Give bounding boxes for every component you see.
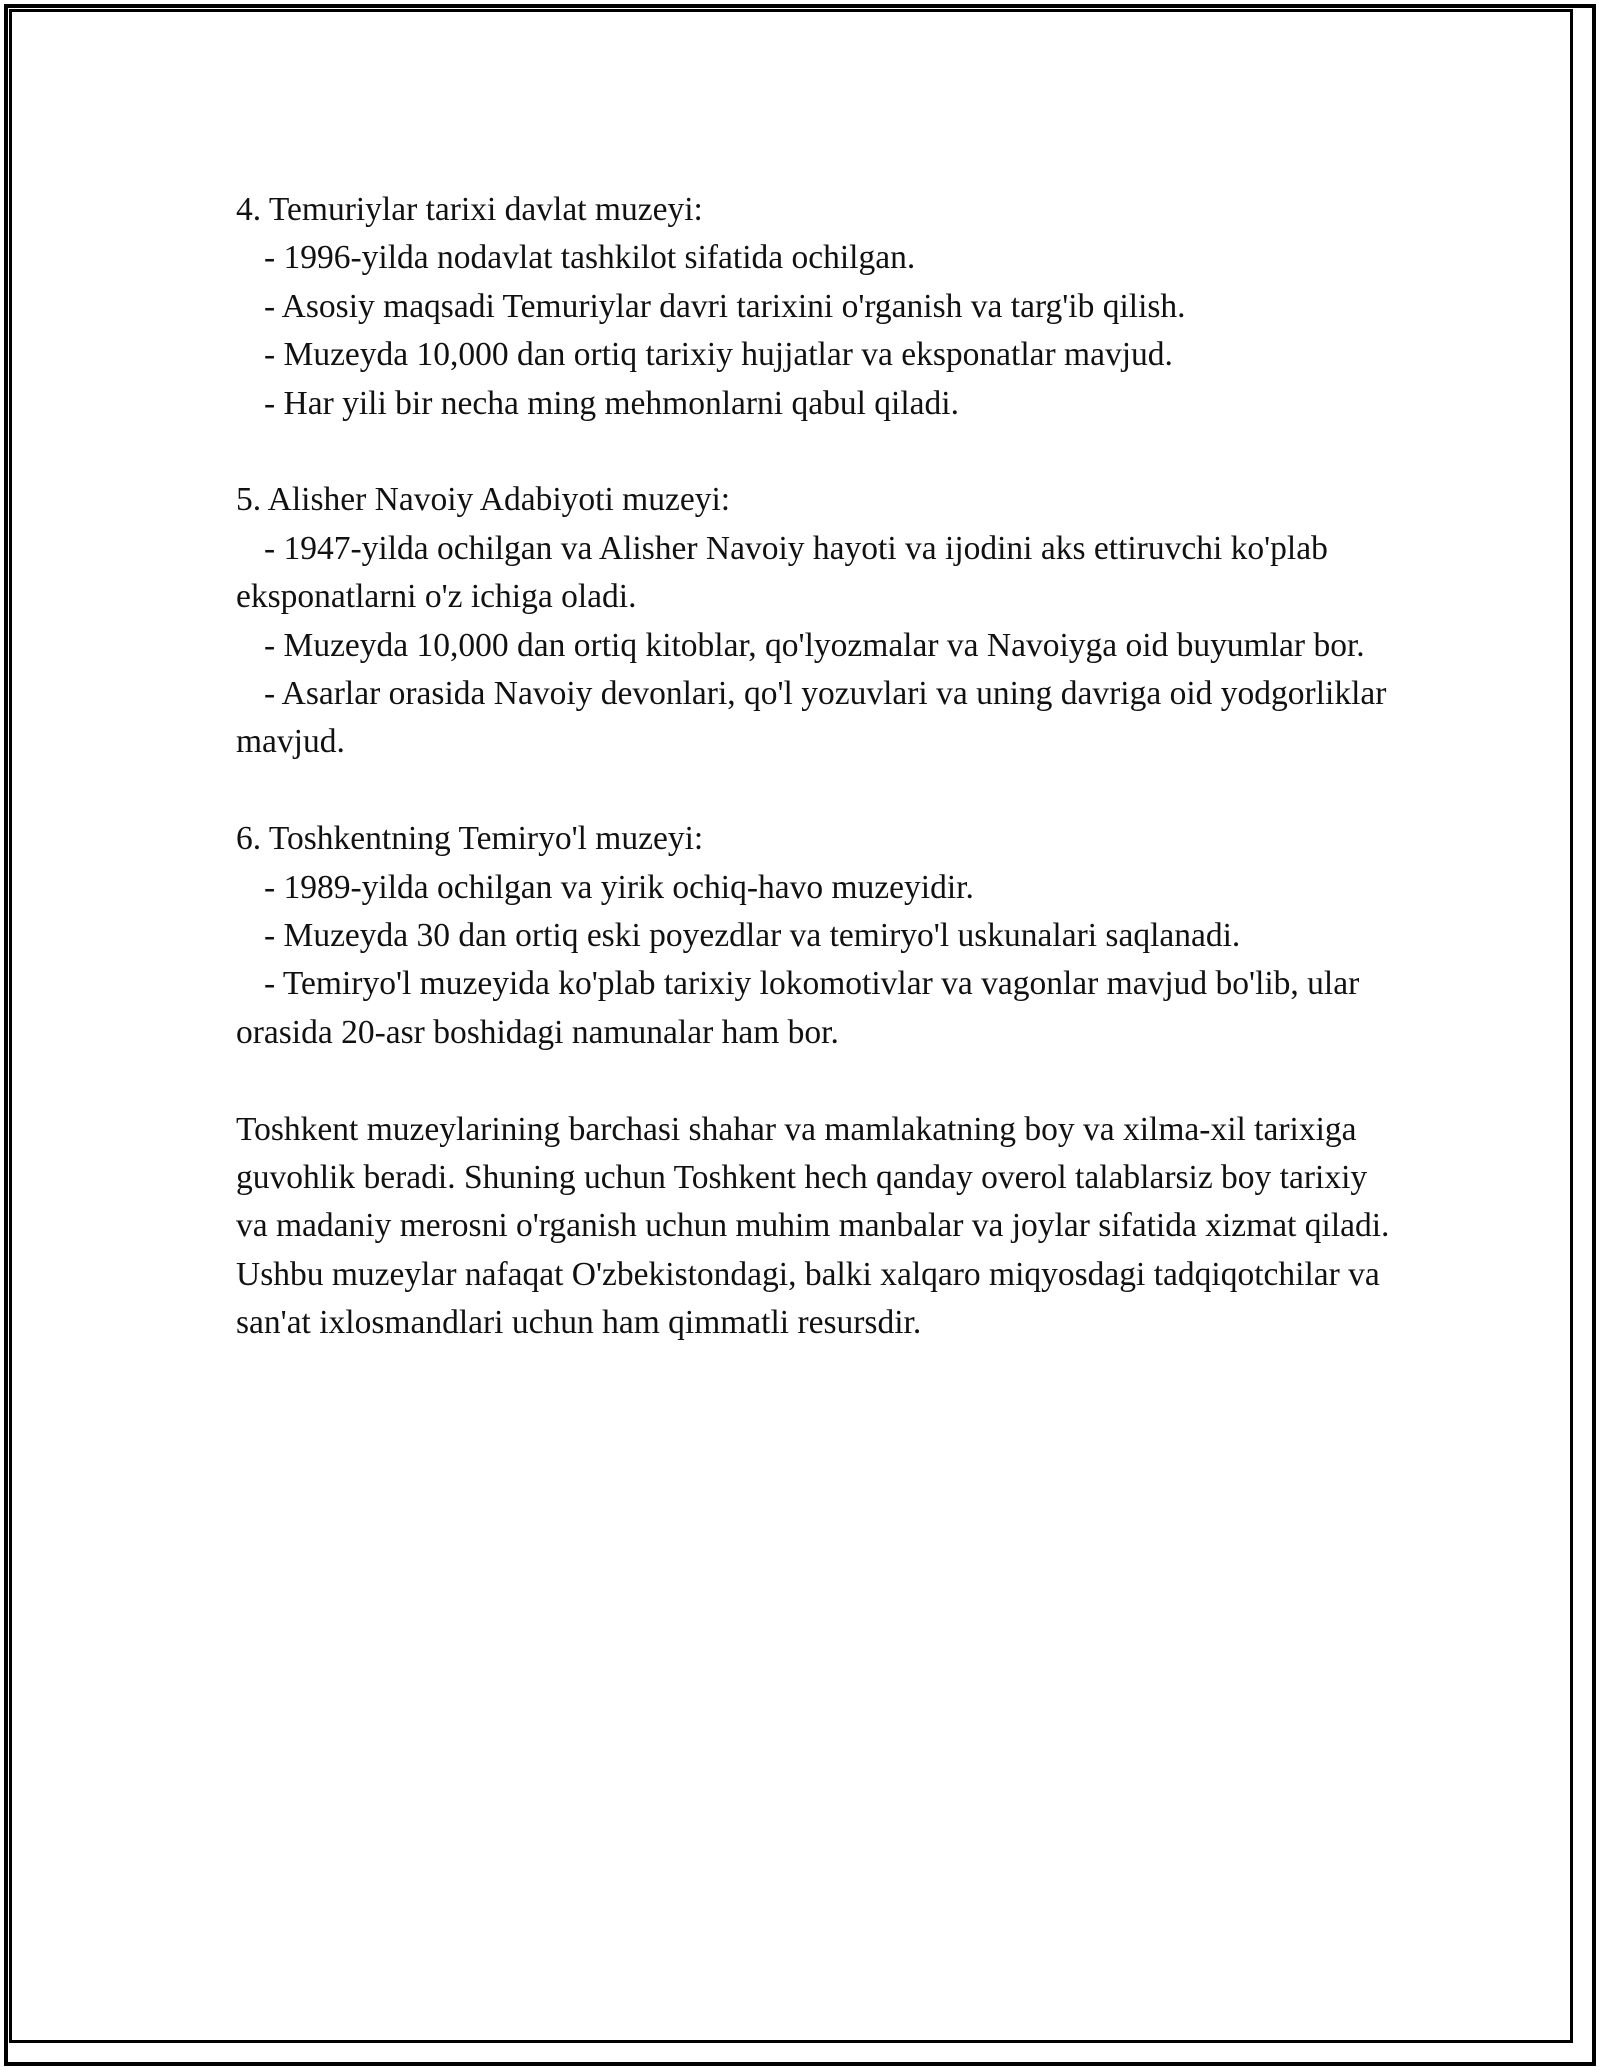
bullet-item — [236, 622, 1396, 670]
bullet-text: - Temiryo'l muzeyida ko'plab tarixiy lokomotivlar va vagonlar mavjud bo'lib, ular orasida 20-asr boshidagi namunalar ham bor. — [236, 965, 1368, 1051]
bullet-text: - 1947-yilda ochilgan va Alisher Navoiy hayoti va ijodini aks ettiruvchi ko'plab eksponatlarni o'z ichiga oladi. — [236, 529, 1337, 616]
museum-section-6 — [236, 815, 1396, 1057]
museum-section-5 — [236, 476, 1396, 766]
bullet-text: - Asarlar orasida Navoiy devonlari, qo'l yozuvlari va uning davriga oid yodgorliklar mavjud. — [236, 675, 1395, 761]
bullet-item — [236, 283, 1396, 331]
bullet-item — [236, 960, 1396, 1057]
section-heading: 6. Toshkentning Temiryo'l muzeyi: — [236, 820, 704, 858]
bullet-text: - Muzeyda 10,000 dan ortiq tarixiy hujjatlar va eksponatlar mavjud. — [264, 336, 1173, 374]
bullet-text: - Muzeyda 10,000 dan ortiq kitoblar, qo'lyozmalar va Navoiyga oid buyumlar bor. — [264, 626, 1365, 664]
bullet-item — [236, 912, 1396, 960]
bullet-text: - 1996-yilda nodavlat tashkilot sifatida ochilgan. — [264, 239, 916, 277]
bullet-item — [236, 380, 1396, 428]
bullet-text: - 1989-yilda ochilgan va yirik ochiq-havo muzeyidir. — [264, 868, 974, 906]
closing-paragraph: Toshkent muzeylarining barchasi shahar va mamlakatning boy va xilma-xil tarixiga guvohlik beradi. Shuning uchun Toshkent hech qanday overol talablarsiz boy tarixiy va madaniy merosni o'rganish uchun muhim manbalar va joylar sifatida xizmat qiladi. Ushbu muzeylar nafaqat O'zbekistondagi, balki xalqaro miqyosdagi tadqiqotchilar va san'at ixlosmandlari uchun ham qimmatli resursdir. — [236, 1110, 1390, 1342]
bullet-item — [236, 234, 1396, 282]
section-heading: 5. Alisher Navoiy Adabiyoti muzeyi: — [236, 481, 731, 519]
bullet-item — [236, 670, 1396, 767]
bullet-text: - Har yili bir necha ming mehmonlarni qabul qiladi. — [264, 384, 959, 422]
document-body — [236, 186, 1396, 1348]
bullet-item — [236, 331, 1396, 379]
bullet-text: - Asosiy maqsadi Temuriylar davri tarixini o'rganish va targ'ib qilish. — [264, 287, 1186, 325]
bullet-item — [236, 525, 1396, 622]
bullet-item — [236, 864, 1396, 912]
section-heading: 4. Temuriylar tarixi davlat muzeyi: — [236, 191, 703, 228]
bullet-text: - Muzeyda 30 dan ortiq eski poyezdlar va temiryo'l uskunalari saqlanadi. — [264, 917, 1241, 955]
museum-section-4 — [236, 186, 1396, 428]
